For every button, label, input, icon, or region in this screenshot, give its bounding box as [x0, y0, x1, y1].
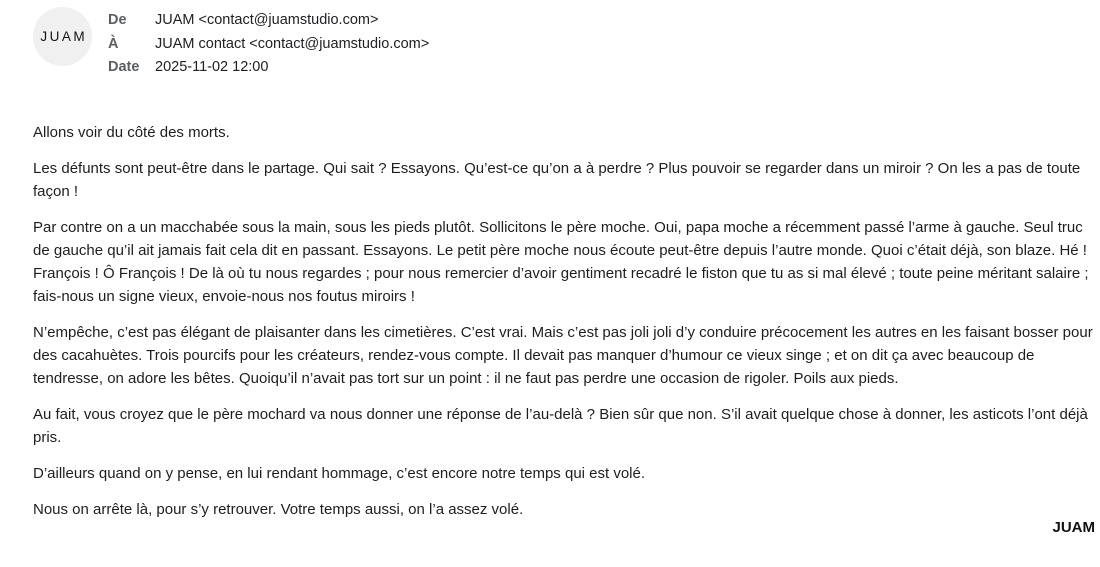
email-header [108, 9, 429, 80]
from-value: JUAM <contact@juamstudio.com> [155, 12, 379, 28]
to-value: JUAM contact <contact@juamstudio.com> [155, 35, 430, 52]
body-paragraph: D’ailleurs quand on y pense, en lui rendant hommage, c’est encore notre temps qui est volé. [33, 465, 646, 482]
body-paragraph: N’empêche, c’est pas élégant de plaisanter dans les cimetières. C’est vrai. Mais c’est pas joli joli d’y conduire précocement les autres en les faisant bosser pour des cacahuètes. Trois pourcifs pour les créateurs, rendez-vous compte. Il devait pas manquer d’humour ce vieux singe ; et on dit ça avec beaucoup de tendresse, on adore les bêtes. Quoiqu’il n’avait pas tort sur un point : il ne faut pas perdre une occasion de rigoler. Poils aux pieds. [33, 324, 1093, 387]
date-value: 2025-11-02 12:00 [155, 59, 269, 75]
from-label: De [108, 12, 127, 28]
signature: JUAM [1052, 519, 1095, 536]
sender-avatar [33, 7, 92, 66]
to-label: À [108, 35, 119, 52]
body-paragraph: Allons voir du côté des morts. [33, 124, 230, 141]
date-label: Date [108, 59, 140, 75]
body-paragraph: Par contre on a un macchabée sous la main, sous les pieds plutôt. Sollicitons le père moche. Oui, papa moche a récemment passé l’arme à gauche. Seul truc de gauche qu’il ait jamais fait cela dit en passant. Essayons. Le petit père moche nous écoute peut-être depuis l’autre monde. Quoi c’était déjà, son blaze. Hé ! François ! Ô François ! De là où tu nous regardes ; pour nous remercier d’avoir gentiment recadré le fiston que tu as si mal élevé ; toute peine méritant salaire ; fais-nous un signe vieux, envoie-nous nos foutus miroirs ! [33, 219, 1089, 305]
sender-avatar-label: JUAM [40, 29, 88, 44]
body-paragraph: Les défunts sont peut-être dans le partage. Qui sait ? Essayons. Qu’est-ce qu’on a à perdre ? Plus pouvoir se regarder dans un miroir ? On les a pas de toute façon ! [33, 160, 1081, 200]
body-paragraph: Nous on arrête là, pour s’y retrouver. Votre temps aussi, on l’a assez volé. [33, 501, 524, 518]
email-body [0, 121, 1100, 534]
body-paragraph: Au fait, vous croyez que le père mochard va nous donner une réponse de l’au-delà ? Bien sûr que non. S’il avait quelque chose à donner, les asticots l’ont déjà pris. [33, 406, 1088, 446]
